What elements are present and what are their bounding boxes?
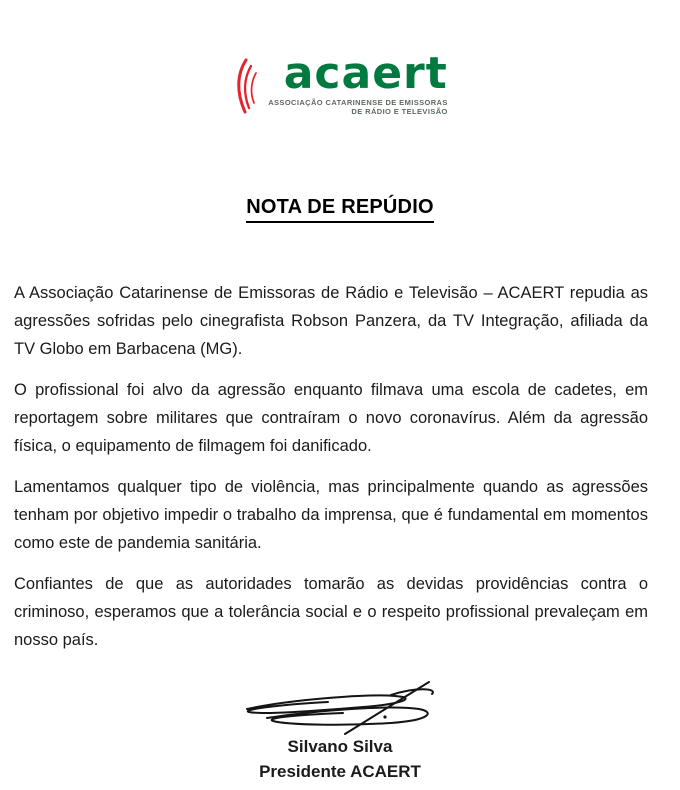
- paragraph: O profissional foi alvo da agressão enquanto filmava uma escola de cadetes, em reportagem sobre militares que contraíram o novo coronavírus. Além da agressão física, o equipamento de filmagem foi danificado.: [14, 381, 648, 455]
- signature-scribble-icon: [233, 678, 448, 736]
- logo-tagline-line2: DE RÁDIO E TELEVISÃO: [351, 107, 448, 116]
- logo-tagline: [268, 98, 448, 116]
- acaert-wordmark: acaert: [283, 48, 448, 99]
- signatory-name: Silvano Silva: [287, 737, 393, 756]
- acaert-logo: [0, 48, 680, 120]
- signatory-role: Presidente ACAERT: [259, 762, 421, 781]
- document-title: NOTA DE REPÚDIO: [246, 196, 433, 223]
- paragraph: A Associação Catarinense de Emissoras de Rádio e Televisão – ACAERT repudia as agressões sofridas pelo cinegrafista Robson Panzera, da TV Integração, afiliada da TV Globo em Barbacena (MG).: [14, 284, 648, 358]
- acaert-swoosh-icon: [232, 56, 264, 120]
- paragraph: Lamentamos qualquer tipo de violência, mas principalmente quando as agressões tenham por objetivo impedir o trabalho da imprensa, que é fundamental em momentos como este de pandemia sanitária.: [14, 478, 648, 552]
- logo-tagline-line1: ASSOCIAÇÃO CATARINENSE DE EMISSORAS: [268, 98, 448, 107]
- document-body: [0, 279, 680, 654]
- signature-block: [0, 678, 680, 790]
- paragraph: Confiantes de que as autoridades tomarão as devidas providências contra o criminoso, esperamos que a tolerância social e o respeito profissional prevaleçam em nosso país.: [14, 575, 648, 649]
- logo-text-block: [268, 48, 448, 116]
